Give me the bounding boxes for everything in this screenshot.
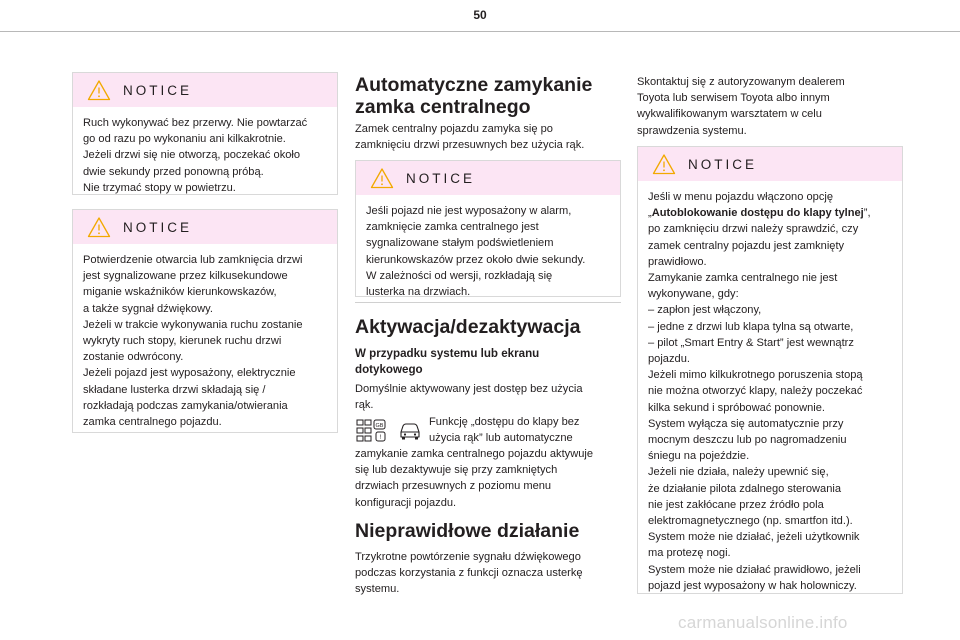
notice-header — [73, 73, 337, 107]
notice-box — [637, 146, 903, 594]
function-description: zamykanie zamka centralnego pojazdu aktywuje się lub dezaktywuje się przy zamkniętych drzwiach przesuwnych z poziomu menu konfiguracji pojazdu. — [355, 448, 594, 509]
notice-text: Potwierdzenie otwarcia lub zamknięcia drzwi jest sygnalizowane przez kilkusekundowe miganie wskaźników kierunkowskazów, a także sygnał dźwiękowy. Jeżeli w trakcie wykonywania ruchu zostanie wykryty ruch stopy, kierunek ruchu drzwi zostanie odwrócony. Jeżeli pojazd jest wyposażony, elektrycznie składane lusterka drzwi składają się / rozkładają podczas zamykania/otwierania zamka centralnego pojazdu. — [83, 254, 303, 429]
svg-text:!: ! — [379, 435, 382, 441]
notice-box — [72, 72, 338, 195]
notice-box — [355, 160, 621, 297]
notice-title: NOTICE — [688, 156, 758, 172]
notice-text-part: Jeśli w menu pojazdu włączono opcję „ — [648, 191, 833, 220]
header-divider — [0, 31, 960, 32]
section-heading-auto-lock: Automatyczne zamykanie zamka centralnego — [355, 74, 593, 118]
notice-title: NOTICE — [123, 82, 193, 98]
default-activation-text: Domyślnie aktywowany jest dostęp bez użycia rąk. — [355, 383, 583, 412]
touchscreen-apps-icon — [355, 417, 393, 443]
notice-text-part: ”, po zamknięciu drzwi należy sprawdzić, czy zamek centralny pojazdu jest zamknięty prawidłowo. Zamykanie zamka centralnego nie jest wykonywane, gdy: – zapłon jest włączony, – jedne z drzwi lub klapa tylna są otwarte, – pilot „Smart Entry & Start” jest wewnątrz pojazdu. Jeżeli mimo kilkukrotnego poruszenia stopą nie można otworzyć klapy, należy poczekać kilka sekund i spróbować ponownie. System wyłącza się automatycznie przy mocnym deszczu lub po nagromadzeniu śniegu na pojeździe. Jeżeli nie działa, należy upewnić się, że działanie pilota zdalnego sterowania nie jest zakłócane przez źródło pola elektromagnetycznego (np. smartfon itd.). System może nie działać, jeżeli użytkownik ma protezę nogi. System może nie działać prawidłowo, jeżeli pojazd jest wyposażony w hak holowniczy. — [648, 207, 871, 592]
subheading-touchscreen: W przypadku systemu lub ekranu dotykowego — [355, 347, 540, 377]
section-divider — [355, 302, 621, 303]
notice-text: Ruch wykonywać bez przerwy. Nie powtarzać go od razu po wykonaniu ani kilkakrotnie. Jeżeli drzwi się nie otworzą, poczekać około dwie sekundy przed ponowną próbą. Nie trzymać stopy w powietrzu. — [83, 117, 308, 194]
notice-title: NOTICE — [406, 170, 476, 186]
notice-box — [72, 209, 338, 433]
page-number: 50 — [473, 8, 487, 22]
auto-lock-intro: Zamek centralny pojazdu zamyka się po zamknięciu drzwi przesuwnych bez użycia rąk. — [355, 123, 585, 152]
watermark: carmanualsonline.info — [678, 613, 848, 632]
warning-icon — [87, 216, 111, 238]
warning-icon — [652, 153, 676, 175]
notice-header — [638, 147, 902, 181]
notice-text — [638, 181, 902, 604]
icon-side-text: Funkcję „dostępu do klapy bez użycia rąk” lub automatyczne — [429, 416, 580, 445]
section-heading-activation: Aktywacja/dezaktywacja — [355, 316, 581, 338]
svg-text:GB: GB — [375, 423, 384, 429]
option-name: Autoblokowanie dostępu do klapy tylnej — [651, 207, 864, 220]
notice-header — [356, 161, 620, 195]
car-settings-icon — [397, 417, 423, 443]
notice-text: Jeśli pojazd nie jest wyposażony w alarm, zamknięcie zamka centralnego jest sygnalizowane stałym podświetleniem kierunkowskazów przez około dwie sekundy. W zależności od wersji, rozkładają się lusterka na drzwiach. — [366, 205, 586, 299]
dealer-contact-text: Skontaktuj się z autoryzowanym dealerem Toyota lub serwisem Toyota albo innym wykwalifikowanym warsztatem w celu sprawdzenia systemu. — [637, 76, 845, 137]
menu-icons — [355, 417, 423, 443]
warning-icon — [87, 79, 111, 101]
notice-title: NOTICE — [123, 219, 193, 235]
section-heading-malfunction: Nieprawidłowe działanie — [355, 520, 580, 542]
malfunction-text: Trzykrotne powtórzenie sygnału dźwiękowego podczas korzystania z funkcji oznacza usterkę systemu. — [355, 551, 583, 596]
warning-icon — [370, 167, 394, 189]
notice-header — [73, 210, 337, 244]
